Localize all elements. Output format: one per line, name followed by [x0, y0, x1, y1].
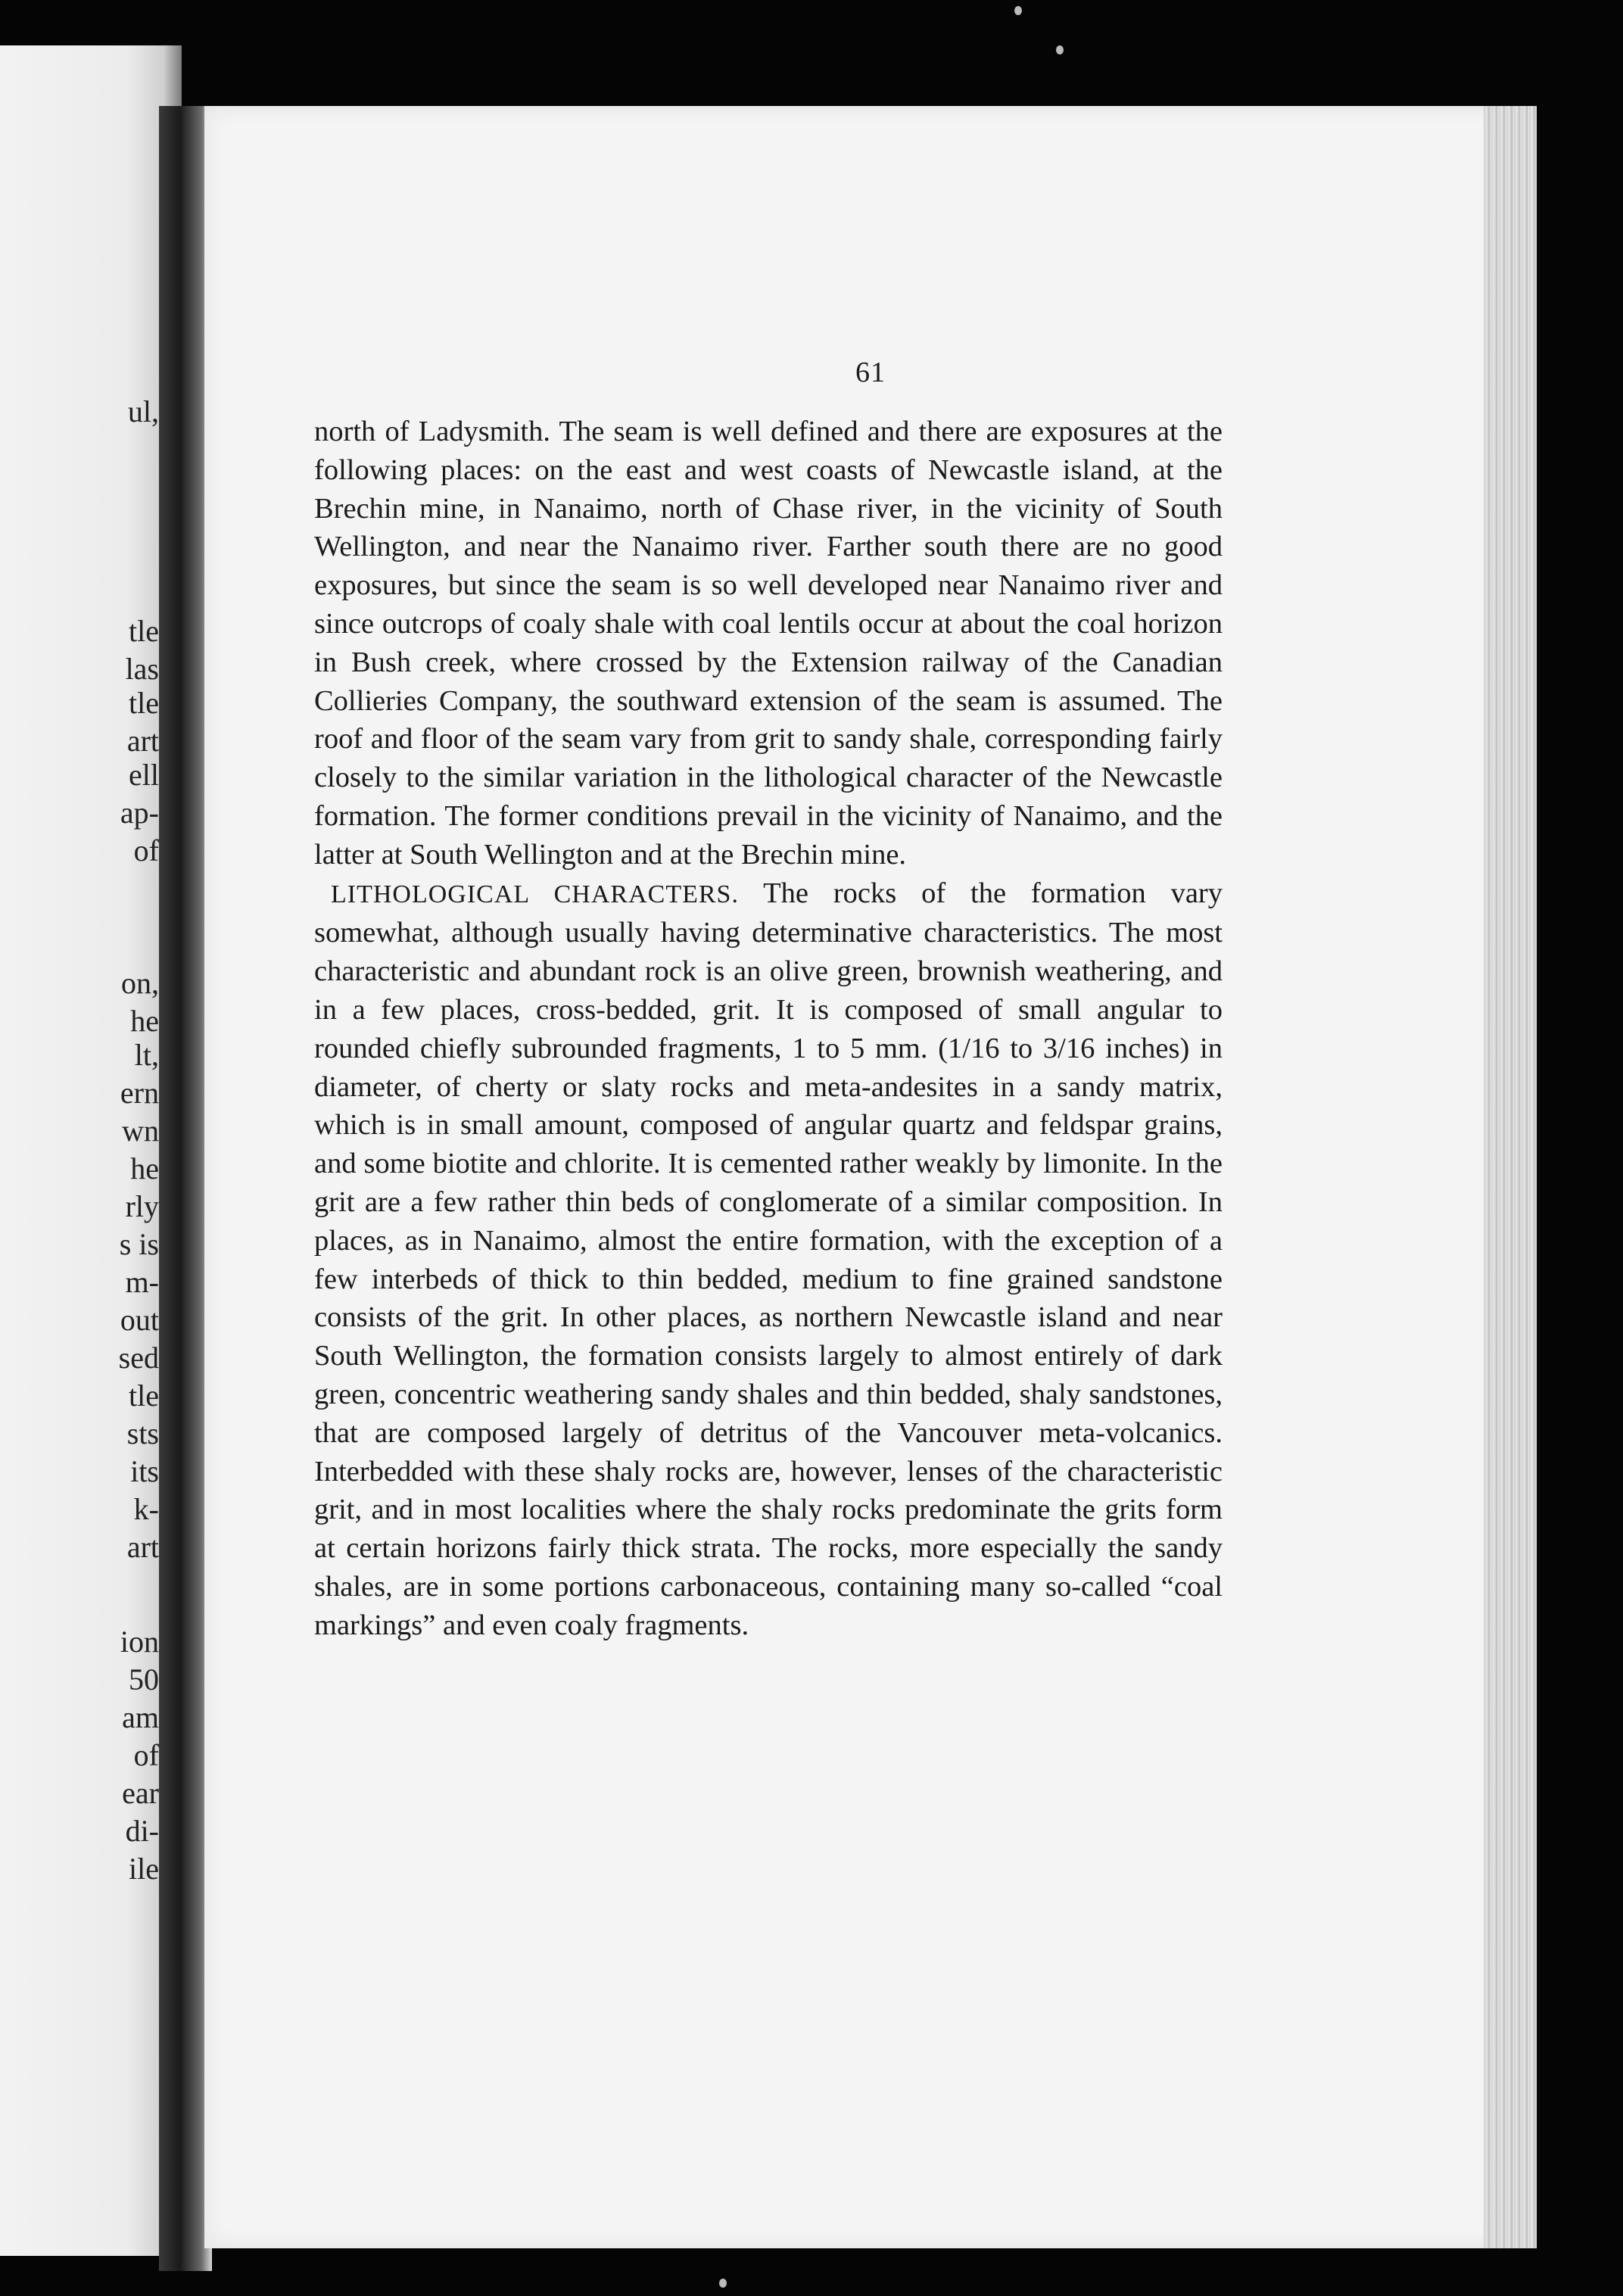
left-page-fragment: ile — [129, 1852, 159, 1886]
left-page-fragment: lt, — [134, 1038, 159, 1072]
left-page-fragment: he — [130, 1151, 159, 1185]
scan-speck — [1056, 45, 1064, 55]
left-page-fragment: tle — [129, 614, 159, 648]
left-page-fragment: 50 — [129, 1662, 159, 1696]
left-page-fragment: di- — [125, 1814, 159, 1848]
left-page-fragment: on, — [121, 966, 159, 1000]
left-page-fragment: am — [122, 1700, 159, 1734]
left-page-fragment: ion — [120, 1625, 159, 1659]
page-edge-stack — [1484, 106, 1537, 2248]
scan-speck — [1014, 6, 1022, 15]
left-page-fragment: ul, — [127, 394, 159, 428]
left-page-fragment: tle — [129, 1379, 159, 1413]
left-page-fragment: out — [120, 1303, 159, 1337]
section-heading: LITHOLOGICAL CHARACTERS. — [331, 880, 739, 908]
scan-speck — [719, 2279, 727, 2288]
right-page — [204, 106, 1537, 2248]
left-page-fragment: art — [126, 1530, 159, 1564]
left-page-fragment: he — [130, 1004, 159, 1038]
left-page-fragment: ern — [120, 1076, 159, 1110]
left-page-fragment: wn — [122, 1114, 159, 1148]
left-page-fragment: art — [126, 724, 159, 758]
left-facing-page — [0, 45, 182, 2256]
left-page-fragment: of — [133, 833, 159, 868]
page-body — [314, 413, 1223, 1645]
paragraph-lithological-characters — [314, 874, 1223, 1645]
left-page-fragment: sts — [126, 1416, 159, 1450]
left-page-fragment: las — [125, 652, 159, 686]
left-page-fragment: rly — [125, 1189, 159, 1223]
left-page-fragment: k- — [133, 1492, 159, 1526]
left-page-fragment: of — [133, 1738, 159, 1772]
left-page-fragment: m- — [125, 1265, 159, 1299]
left-page-fragment: tle — [129, 686, 159, 720]
left-page-fragment: ear — [122, 1776, 159, 1810]
left-page-fragment: its — [130, 1454, 159, 1488]
left-page-fragment: ap- — [120, 796, 159, 830]
paragraph-lithological-text: The rocks of the formation vary somewhat, although usually having determinative characteristics. The most characteristic and abundant rock is an olive green, brownish weathering, and in a few places, cross-bedded, grit. It is composed of small angular to rounded chiefly subrounded fragments, 1 to 5 mm. (1/16 to 3/16 inches) in diameter, of cherty or slaty rocks and meta-andesites in a sandy matrix, which is in small amount, composed of angular quartz and feldspar grains, and some biotite and chlorite. It is cemented rather weakly by limonite. In the grit are a few rather thin beds of conglomerate of a similar composition. In places, as in Nanaimo, almost the entire formation, with the exception of a few interbeds of thick to thin bedded, medium to fine grained sandstone consists of the grit. In other places, as northern Newcastle island and near South Wellington, the formation consists largely to almost entirely of dark green, concentric weathering sandy shales and thin bedded, shaly sandstones, that are composed largely of detritus of the Vancouver meta-volcanics. Interbedded with these shaly rocks are, however, lenses of the characteristic grit, and in most localities where the shaly rocks predominate the grits form at certain horizons fairly thick strata. The rocks, more especially the sandy shales, are in some portions carbonaceous, containing many so-called “coal markings” and even coaly fragments. — [314, 877, 1223, 1641]
page-number: 61 — [855, 357, 886, 388]
left-page-fragment: sed — [118, 1341, 159, 1375]
left-page-fragment: s is — [119, 1227, 159, 1261]
paragraph-seam-exposures: north of Ladysmith. The seam is well defined and there are exposures at the following places: on the east and west coasts of Newcastle island, at the Brechin mine, in Nanaimo, north of Chase river, in the vicinity of South Wellington, and near the Nanaimo river. Farther south there are no good exposures, but since the seam is so well developed near Nanaimo river and since outcrops of coaly shale with coal lentils occur at about the coal horizon in Bush creek, where crossed by the Extension railway of the Canadian Collieries Company, the southward extension of the seam is assumed. The roof and floor of the seam vary from grit to sandy shale, corresponding fairly closely to the similar variation in the lithological character of the Newcastle formation. The former conditions prevail in the vicinity of Nanaimo, and the latter at South Wellington and at the Brechin mine. — [314, 416, 1223, 871]
left-page-fragment: ell — [129, 758, 159, 792]
